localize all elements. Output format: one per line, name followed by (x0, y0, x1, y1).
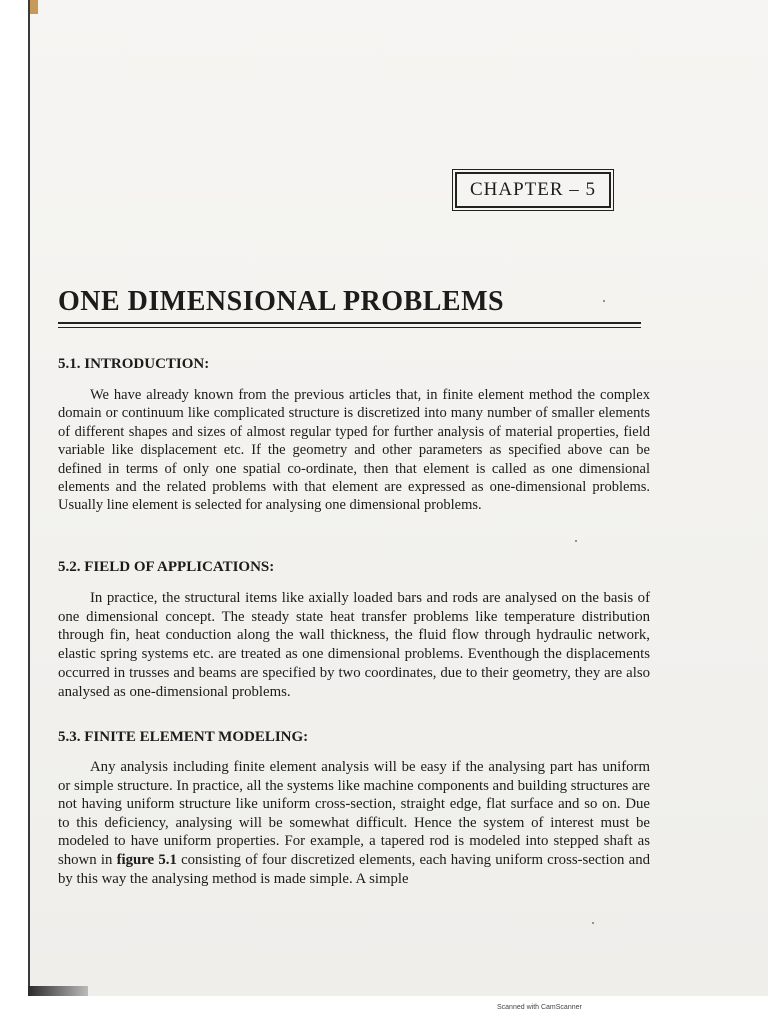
section-paragraph-modeling (58, 758, 650, 888)
title-rule-thin (58, 327, 641, 328)
scan-margin (0, 0, 28, 1024)
scan-speck (603, 300, 605, 302)
section-heading-applications: 5.2. FIELD OF APPLICATIONS: (58, 559, 275, 575)
page-title: ONE DIMENSIONAL PROBLEMS (58, 286, 505, 317)
section-heading-introduction: 5.1. INTRODUCTION: (58, 356, 210, 372)
section-paragraph-applications: In practice, the structural items like axially loaded bars and rods are analysed on the basis of one dimensional concept. The steady state heat transfer problems like temperature distribution through fin, heat conduction along the wall thickness, the fluid flow through hydraulic network, elastic spring systems etc. are treated as one dimensional problems. Eventhough the displacements occurred in trusses and beams are specified by two coordinates, due to their geometry, they are also analysed as one-dimensional problems. (58, 590, 650, 700)
modeling-text-before: Any analysis including finite element analysis will be easy if the analysing part has uniform or simple structure. In practice, all the systems like machine components and building structures are not having uniform structure like uniform cross-section, straight edge, flat surface and so on. Due to this deficiency, analysing will be somewhat difficult. Hence the system of interest must be modeled to have uniform properties. For example, a tapered rod is modeled into stepped shaft as shown in (58, 759, 650, 868)
section-paragraph-introduction: We have already known from the previous articles that, in finite element method the complex domain or continuum like complicated structure is discretized into many number of smaller elements of different shapes and sizes of almost regular typed for further analysis of material properties, field variable like displacement etc. If the geometry and other parameters as specified above can be defined in terms of only one spatial co-ordinate, then that element is called as one dimensional elements and the related problems with that element are expressed as one-dimensional problems. Usually line element is selected for analysing one dimensional problems. (58, 387, 650, 514)
figure-reference: figure 5.1 (116, 851, 177, 868)
scan-speck (592, 922, 594, 924)
page-corner (30, 0, 38, 14)
scan-speck (575, 540, 577, 542)
chapter-label-text: CHAPTER – 5 (469, 179, 597, 200)
modeling-text-after: consisting of four discretized elements, each having uniform cross-section and by this way the analysing method is made simple. A simple (58, 851, 650, 887)
scanner-footer: Scanned with CamScanner (497, 1004, 582, 1011)
chapter-label (455, 172, 611, 208)
section-heading-modeling: 5.3. FINITE ELEMENT MODELING: (58, 729, 309, 745)
page-bottom-edge (28, 986, 88, 996)
title-rule-thick (58, 322, 641, 324)
